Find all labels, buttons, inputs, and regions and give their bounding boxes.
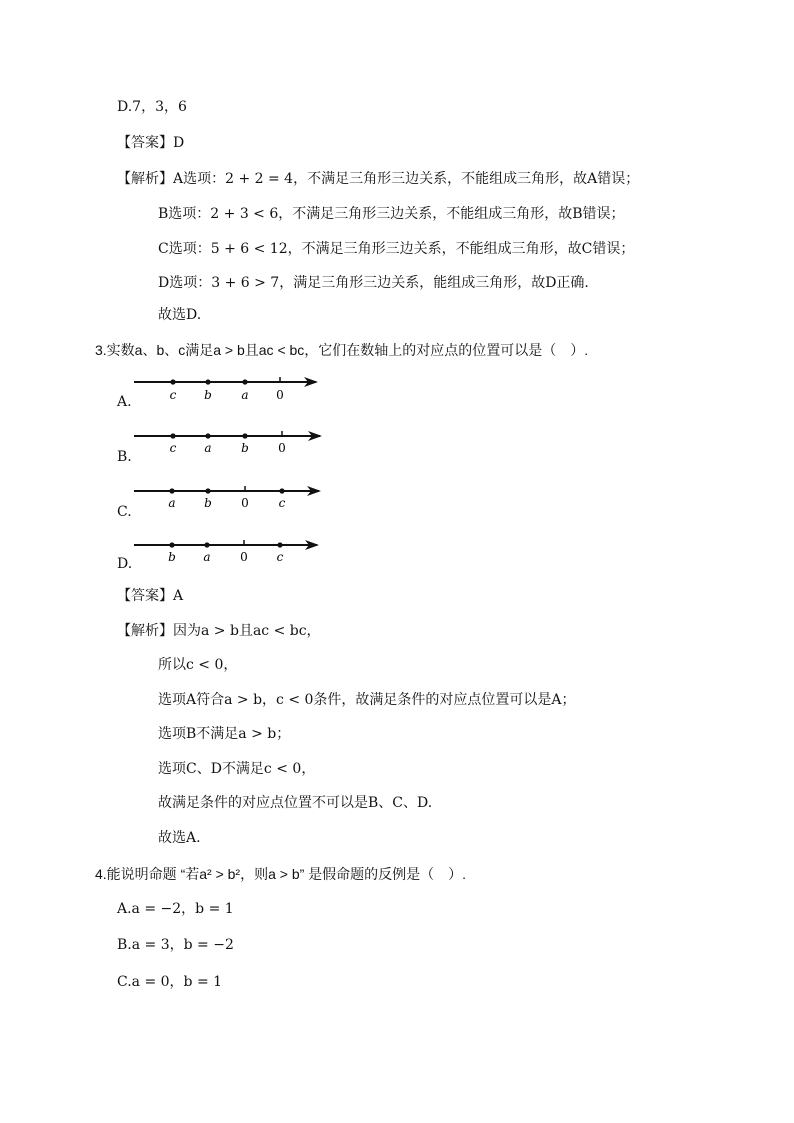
label-a: a — [241, 388, 249, 402]
analysis-3-b: 所以c < 0， — [158, 657, 238, 673]
label-zero: 0 — [276, 388, 284, 402]
option-4c: C.a = 0，b = 1 — [117, 974, 223, 990]
point-c — [170, 379, 175, 384]
question-3: 3.实数a、b、c满足a > b且ac < bc，它们在数轴上的对应点的位置可以是（ ）. — [95, 342, 589, 358]
label-b: b — [204, 388, 212, 402]
label-c: c — [169, 441, 177, 455]
analysis-3-a: 【解析】因为a > b且ac < bc， — [117, 623, 321, 639]
point-a — [169, 488, 174, 493]
answer-1: 【答案】D — [117, 135, 185, 151]
label-c: c — [169, 388, 177, 402]
label-zero: 0 — [241, 496, 249, 510]
point-c — [170, 433, 175, 438]
analysis-1-a: 【解析】A选项：2 + 2 = 4，不满足三角形三边关系，不能组成三角形，故A错误； — [117, 171, 640, 187]
number-line-b — [134, 431, 320, 455]
point-c — [279, 488, 284, 493]
label-zero: 0 — [278, 441, 286, 455]
question-4: 4.能说明命题 “若a² > b²，则a > b” 是假命题的反例是（ ）. — [95, 866, 467, 882]
analysis-1-conclusion: 故选D. — [158, 307, 202, 323]
analysis-3-c: 选项A符合a > b，c < 0条件，故满足条件的对应点位置可以是A； — [158, 692, 576, 708]
label-a: a — [168, 496, 176, 510]
option-d-label: D. — [117, 556, 133, 572]
number-line-a — [134, 377, 316, 402]
analysis-1-c: C选项：5 + 6 < 12，不满足三角形三边关系，不能组成三角形，故C错误； — [158, 241, 635, 257]
number-line-c — [134, 486, 319, 510]
analysis-3-d: 选项B不满足a > b； — [158, 726, 291, 742]
answer-3: 【答案】A — [117, 588, 184, 604]
option-d-prev: D.7，3，6 — [117, 99, 187, 115]
analysis-1-d: D选项：3 + 6 > 7，满足三角形三边关系，能组成三角形，故D正确. — [158, 275, 589, 291]
point-b — [242, 433, 247, 438]
option-a-label: A. — [117, 394, 132, 410]
point-c — [277, 542, 282, 547]
option-4b: B.a = 3，b = −2 — [117, 937, 234, 953]
point-a — [242, 379, 247, 384]
point-b — [205, 379, 210, 384]
label-a: a — [204, 441, 212, 455]
analysis-3-conclusion: 故选A. — [158, 830, 201, 846]
option-b-label: B. — [117, 449, 132, 465]
label-b: b — [241, 441, 249, 455]
label-a: a — [203, 550, 211, 564]
label-c: c — [278, 496, 286, 510]
label-zero: 0 — [240, 550, 248, 564]
point-b — [169, 542, 174, 547]
label-b: b — [168, 550, 176, 564]
analysis-1-b: B选项：2 + 3 < 6，不满足三角形三边关系，不能组成三角形，故B错误； — [158, 206, 625, 222]
option-4a: A.a = −2，b = 1 — [117, 901, 234, 917]
analysis-3-f: 故满足条件的对应点位置不可以是B、C、D. — [158, 795, 433, 811]
point-a — [204, 542, 209, 547]
point-b — [205, 488, 210, 493]
label-c: c — [276, 550, 284, 564]
analysis-3-e: 选项C、D不满足c < 0， — [158, 761, 316, 777]
option-c-label: C. — [117, 504, 132, 520]
point-a — [205, 433, 210, 438]
label-b: b — [204, 496, 212, 510]
number-line-d — [134, 540, 317, 564]
